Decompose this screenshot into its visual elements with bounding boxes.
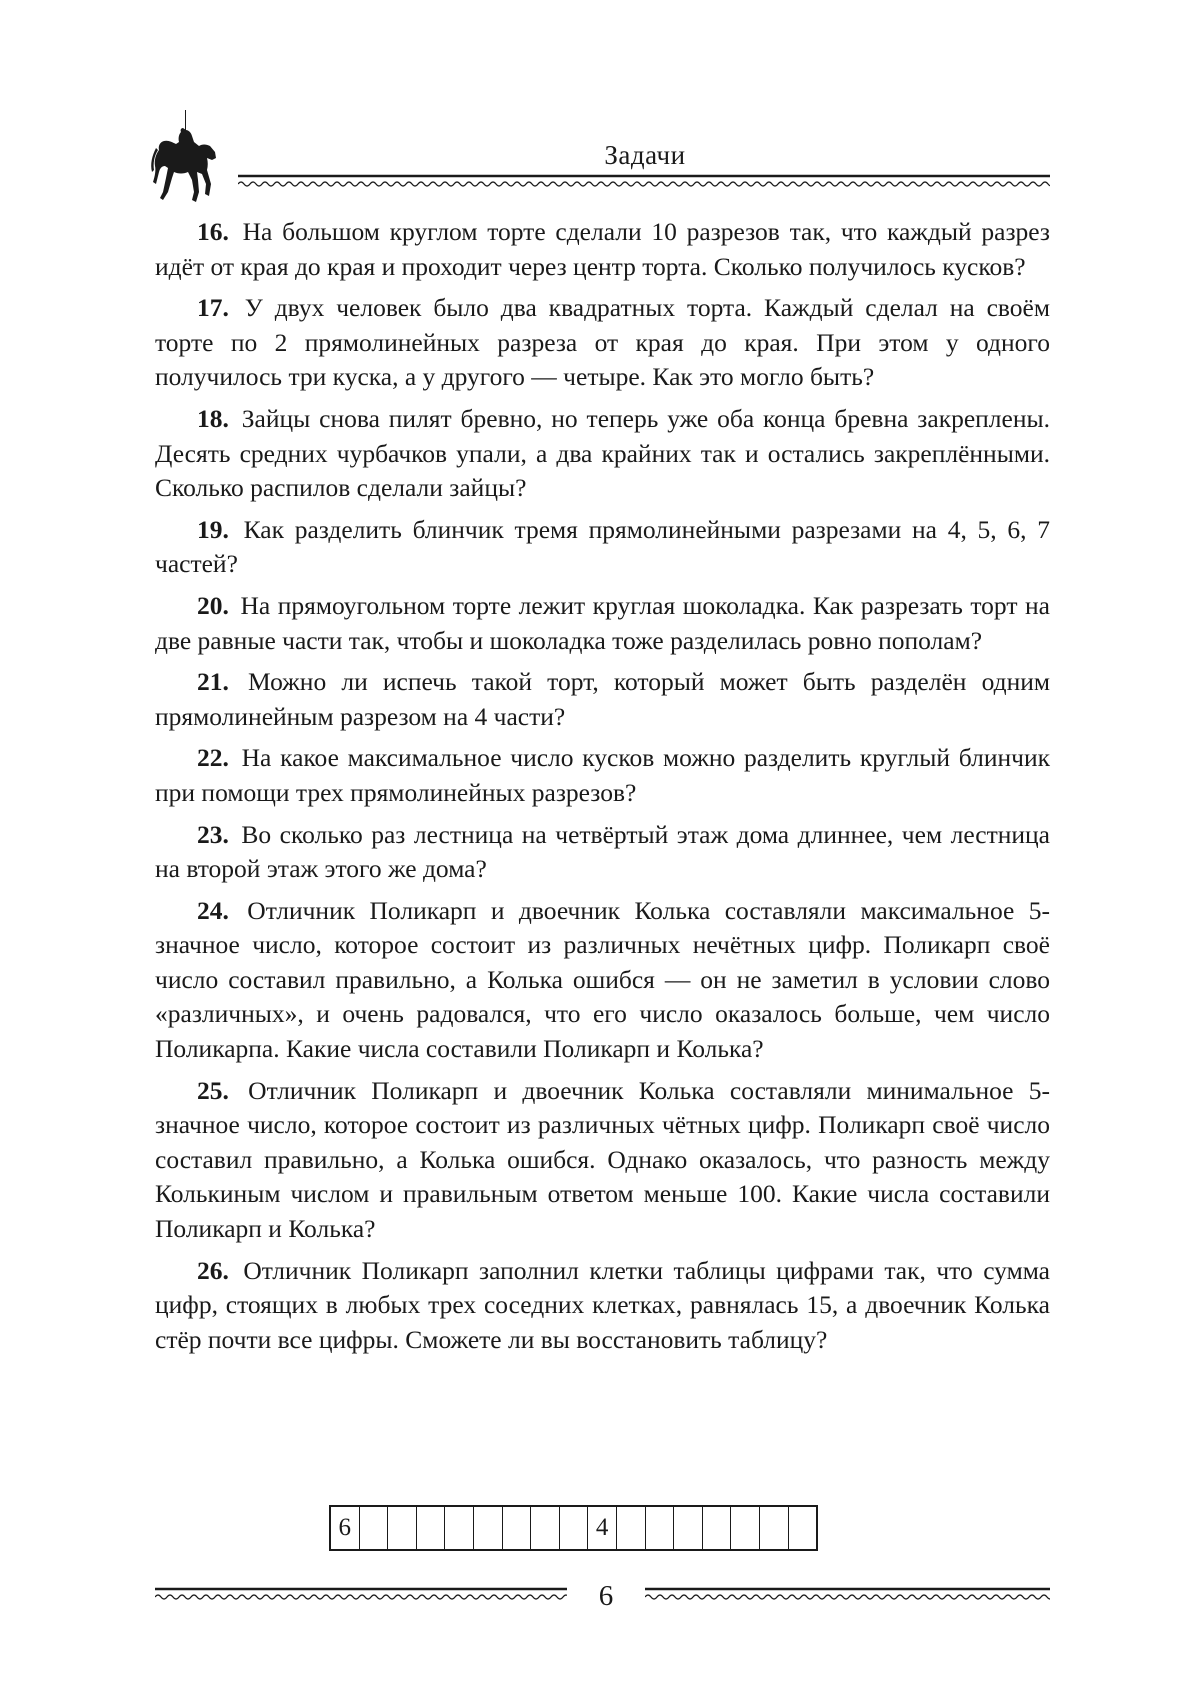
problem-text: Можно ли испечь такой торт, который может быть разделён одним прямолинейным разрезом на 4 части?	[155, 667, 1051, 731]
digit-cell	[645, 1506, 674, 1550]
footer-decorative-rule-left	[155, 1585, 567, 1605]
problem-text: Как разделить блинчик тремя прямолинейными разрезами на 4, 5, 6, 7 частей?	[155, 514, 1051, 579]
problem-number: 24.	[197, 895, 229, 925]
problem-text: На большом круглом торте сделали 10 разрезов так, что каждый разрез идёт от края до края и проходит через центр торта. Сколько получилось кусков?	[155, 217, 1051, 281]
problem-16	[155, 215, 1050, 284]
digit-table-row	[330, 1506, 817, 1550]
problem-22	[155, 741, 1050, 810]
problem-number: 16.	[197, 217, 229, 246]
running-header-title: Задачи	[604, 140, 686, 170]
problem-25	[155, 1074, 1050, 1247]
problem-24	[155, 894, 1050, 1067]
problem-text: На какое максимальное число кусков можно разделить круглый блинчик при помощи трех прямолинейных разрезов?	[155, 743, 1051, 807]
problem-number: 26.	[197, 1255, 229, 1285]
problem-number: 18.	[197, 403, 229, 433]
problem-26	[155, 1254, 1050, 1358]
problem-list	[155, 215, 1050, 1364]
problem-number: 25.	[197, 1075, 229, 1105]
problem-text: У двух человек было два квадратных торта. Каждый сделал на своём торте по 2 прямолинейных разреза от края до края. При этом у одного получилось три куска, а у другого — четыре. Как это могло быть?	[155, 293, 1050, 392]
digit-table	[329, 1505, 818, 1551]
digit-cell	[674, 1506, 703, 1550]
problem-number: 20.	[197, 590, 229, 620]
digit-cell	[388, 1506, 417, 1550]
digit-cell	[473, 1506, 502, 1550]
problem-18	[155, 402, 1050, 506]
digit-cell: 4	[588, 1506, 617, 1550]
digit-cell	[445, 1506, 474, 1550]
problem-23	[155, 818, 1050, 887]
problem-20	[155, 589, 1050, 658]
knight-on-horse-icon	[150, 108, 220, 208]
problem-17	[155, 291, 1050, 395]
problem-text: На прямоугольном торте лежит круглая шоколадка. Как разрезать торт на две равные части так, чтобы и шоколадка тоже разделилась ровно пополам?	[155, 590, 1051, 655]
problem-text: Отличник Поликарп и двоечник Колька составляли минимальное 5-значное число, которое состоит из различных чётных цифр. Поликарп своё число составил правильно, а Колька ошибся. Однако оказалось, что разность между Колькиным числом и правильным ответом меньше 100. Какие числа составили Поликарп и Колька?	[155, 1075, 1050, 1244]
problem-text: Во сколько раз лестница на четвёртый этаж дома длиннее, чем лестница на второй этаж этого же дома?	[155, 819, 1050, 884]
problem-number: 19.	[197, 514, 229, 544]
footer-decorative-rule-right	[645, 1585, 1050, 1605]
problem-number: 22.	[197, 743, 229, 773]
problem-21	[155, 665, 1050, 734]
problem-text: Зайцы снова пилят бревно, но теперь уже оба конца бревна закреплены. Десять средних чурбачков упали, а два крайних так и остались закреплёнными. Сколько распилов сделали зайцы?	[155, 403, 1050, 503]
problem-text: Отличник Поликарп и двоечник Колька составляли максимальное 5-значное число, которое состоит из различных нечётных цифр. Поликарп своё число составил правильно, а Колька ошибся — он не заметил в условии слово «различных», и очень радовался, что его число оказалось больше, чем число Поликарпа. Какие числа составили Поликарп и Колька?	[155, 895, 1050, 1064]
page-number: 6	[598, 1580, 614, 1612]
problem-number: 23.	[197, 819, 229, 849]
digit-cell	[702, 1506, 731, 1550]
digit-cell	[359, 1506, 388, 1550]
problem-number: 17.	[197, 293, 229, 323]
problem-text: Отличник Поликарп заполнил клетки таблицы цифрами так, что сумма цифр, стоящих в любых трех соседних клетках, равнялась 15, а двоечник Колька стёр почти все цифры. Сможете ли вы восстановить таблицу?	[155, 1255, 1051, 1354]
digit-cell	[616, 1506, 645, 1550]
digit-cell	[731, 1506, 760, 1550]
digit-cell	[416, 1506, 445, 1550]
digit-cell	[759, 1506, 788, 1550]
problem-19	[155, 513, 1050, 582]
digit-cell	[502, 1506, 531, 1550]
digit-cell	[559, 1506, 588, 1550]
digit-cell: 6	[338, 1514, 352, 1541]
digit-cell	[788, 1506, 817, 1550]
digit-cell	[531, 1506, 560, 1550]
problem-number: 21.	[197, 667, 229, 697]
header-decorative-rule	[238, 172, 1050, 192]
